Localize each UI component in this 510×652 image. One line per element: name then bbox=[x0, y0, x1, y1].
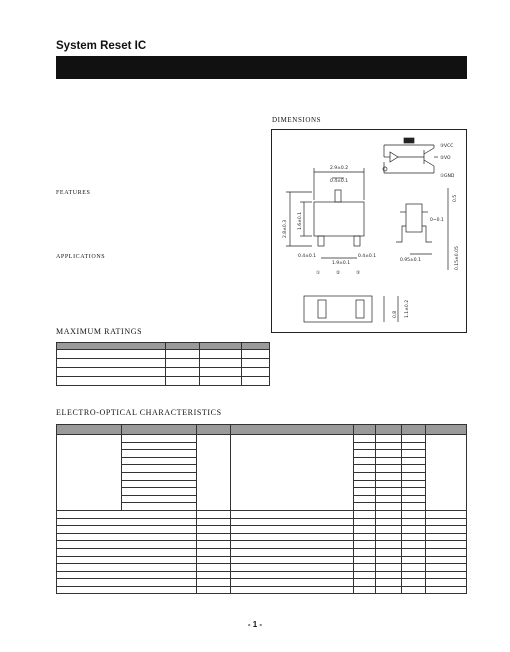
pin-vcc-label: ③VCC bbox=[440, 144, 454, 149]
table-row bbox=[57, 571, 467, 579]
package-outline-drawing bbox=[272, 130, 466, 332]
table-row bbox=[57, 548, 467, 556]
package-bottom-view bbox=[304, 296, 398, 322]
dim-height-left: 2.8±0.3 bbox=[283, 219, 288, 238]
dim-height-inner: 1.6±0.1 bbox=[298, 211, 303, 230]
table-row bbox=[57, 579, 467, 587]
title-banner bbox=[56, 56, 467, 79]
table-row bbox=[57, 377, 270, 386]
max-ratings-heading: MAXIMUM RATINGS bbox=[56, 327, 143, 336]
table-row bbox=[57, 533, 467, 541]
table-row bbox=[57, 586, 467, 594]
electro-optical-table bbox=[56, 424, 467, 594]
dim-side-angle: 0~0.1 bbox=[430, 218, 444, 223]
dim-side-foot: 0.95±0.1 bbox=[400, 258, 421, 263]
table-row bbox=[57, 510, 467, 518]
table-row bbox=[57, 359, 270, 368]
electro-optical-heading: ELECTRO-OPTICAL CHARACTERISTICS bbox=[56, 408, 222, 417]
pin-number-3: ③ bbox=[356, 271, 361, 276]
dim-side-top: 0.5 bbox=[453, 194, 458, 202]
dim-width-top: 2.9±0.2 bbox=[330, 166, 349, 171]
table-row bbox=[57, 518, 467, 526]
features-heading: FEATURES bbox=[56, 190, 91, 196]
table-row bbox=[57, 435, 467, 443]
dim-side-height: 0.15±0.05 bbox=[455, 246, 460, 270]
dimensions-drawing bbox=[271, 129, 467, 333]
max-ratings-table bbox=[56, 342, 270, 386]
pin-number-1: ① bbox=[316, 271, 321, 276]
page-number: - 1 - bbox=[247, 620, 263, 629]
table-row bbox=[57, 350, 270, 359]
dimensions-heading: DIMENSIONS bbox=[272, 116, 322, 124]
table-row bbox=[57, 526, 467, 534]
dim-pitch: 1.9±0.1 bbox=[332, 261, 351, 266]
dim-bottom-b: 1.1±0.2 bbox=[405, 299, 410, 318]
dim-lead-left: 0.4±0.1 bbox=[298, 254, 317, 259]
table-header-row bbox=[57, 425, 467, 435]
table-row bbox=[57, 541, 467, 549]
table-row bbox=[57, 564, 467, 572]
circuit-schematic bbox=[383, 138, 438, 173]
table-row bbox=[57, 368, 270, 377]
dim-lead-width-top: 0.4±0.1 bbox=[330, 179, 349, 184]
pin-number-2: ② bbox=[336, 271, 341, 276]
dim-bottom-a: 0.8 bbox=[393, 310, 398, 318]
applications-heading: APPLICATIONS bbox=[56, 254, 106, 260]
page-title: System Reset IC bbox=[56, 40, 147, 52]
table-row bbox=[57, 556, 467, 564]
dim-lead-right: 0.4±0.1 bbox=[358, 254, 377, 259]
pin-vo-label: ②VO bbox=[440, 156, 451, 161]
pin-gnd-label: ①GND bbox=[440, 174, 455, 179]
table-header-row bbox=[57, 343, 270, 350]
